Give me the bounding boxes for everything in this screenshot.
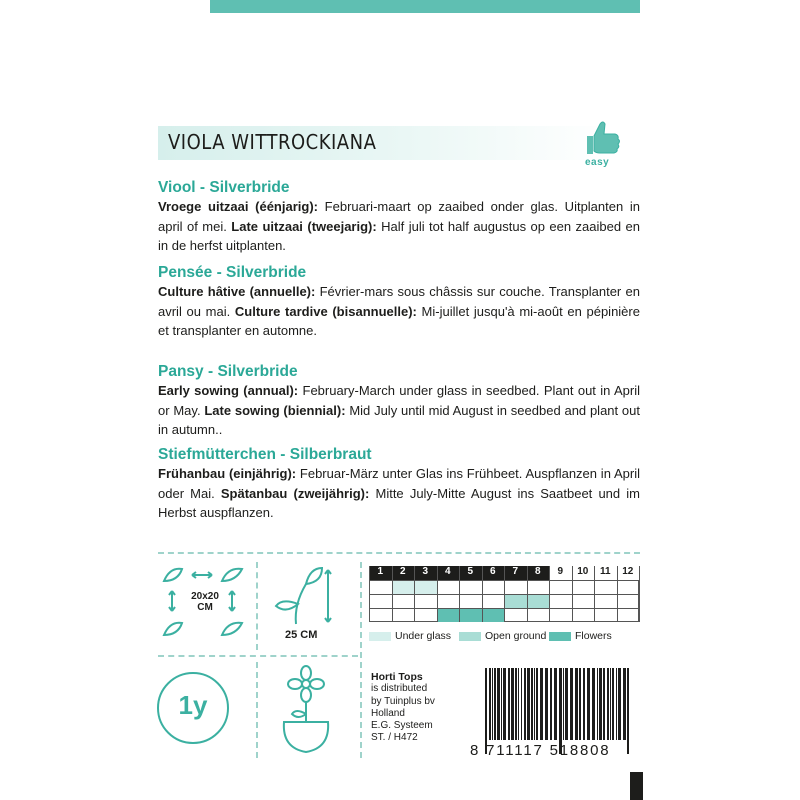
- sowing-description: Mi-juillet jusqu'à mi-août en pépinière et transplanter en automne.: [158, 303, 640, 339]
- section-text: [158, 464, 640, 523]
- height-label: 25 CM: [285, 629, 318, 641]
- calendar-cell-open-ground: [527, 594, 550, 608]
- barcode-bar: [550, 668, 552, 740]
- sowing-description: Februar-März unter Glas ins Frühbeet. Auspflanzen in April oder Mai.: [158, 466, 640, 501]
- legend-label: Open ground: [485, 630, 547, 642]
- calendar-month: 12: [617, 566, 640, 580]
- calendar-col-line: [369, 566, 370, 622]
- barcode-bar: [565, 668, 568, 740]
- barcode-bar: [511, 668, 514, 740]
- distributor-info: [371, 671, 471, 745]
- section-title: Stiefmütterchen - Silberbraut: [158, 446, 372, 463]
- barcode-bar: [623, 668, 626, 740]
- barcode-bar: [489, 668, 491, 740]
- calendar-cell-flowers: [482, 608, 505, 622]
- barcode-bar: [524, 668, 526, 740]
- barcode-bar: [554, 668, 557, 740]
- spacing-label: [185, 591, 225, 613]
- sowing-description: Februari-maart op zaaibed onder glas. Uitplanten in april of mei.: [158, 199, 641, 234]
- barcode-bar: [597, 668, 598, 740]
- calendar-month: 11: [594, 566, 617, 580]
- barcode-bar: [545, 668, 548, 740]
- divider-bottom: [256, 662, 258, 758]
- barcode-bar: [527, 668, 530, 740]
- calendar-cell-under-glass: [414, 580, 437, 594]
- calendar-cell-under-glass: [392, 580, 415, 594]
- legend-swatch: [549, 632, 571, 641]
- barcode-bar: [579, 668, 581, 740]
- section-text: [158, 197, 640, 256]
- calendar-cell-flowers: [459, 608, 482, 622]
- barcode-bar: [492, 668, 493, 740]
- thumbs-up-icon: [578, 118, 626, 160]
- calendar-col-line: [414, 566, 415, 622]
- divider-middle: [158, 655, 358, 657]
- section-title: Pensée - Silverbride: [158, 264, 307, 281]
- section-title: Pansy - Silverbride: [158, 363, 298, 380]
- barcode-bar: [583, 668, 585, 740]
- divider-top: [158, 552, 640, 554]
- calendar-month: 7: [504, 566, 527, 580]
- sowing-method-label: Early sowing (annual):: [158, 383, 299, 398]
- distributor-line: Holland: [371, 707, 405, 719]
- calendar-month: 2: [392, 566, 415, 580]
- section-text: [158, 381, 640, 440]
- distributor-line: is distributed: [371, 683, 428, 695]
- barcode-bar: [534, 668, 535, 740]
- legend-swatch: [459, 632, 481, 641]
- section-text: [158, 282, 640, 341]
- divider-icons: [256, 562, 258, 650]
- barcode-bar: [518, 668, 519, 740]
- calendar-col-line: [594, 566, 595, 622]
- language-section: [158, 445, 640, 523]
- barcode-bar: [599, 668, 602, 740]
- barcode-bar: [610, 668, 611, 740]
- calendar-month: 6: [482, 566, 505, 580]
- calendar-col-line: [437, 566, 438, 622]
- calendar-col-line: [392, 566, 393, 622]
- barcode-bar: [531, 668, 533, 740]
- calendar-month: 8: [527, 566, 550, 580]
- sowing-method-label: Vroege uitzaai (éénjarig):: [158, 199, 318, 214]
- barcode-bar: [570, 668, 573, 740]
- barcode-bar: [540, 668, 543, 740]
- barcode-bar: [494, 668, 496, 740]
- calendar-month: 1: [369, 566, 392, 580]
- barcode-bar: [536, 668, 538, 740]
- barcode-digits: 8 711117 518808: [470, 742, 611, 759]
- sowing-description: Mid July until mid August in seedbed and plant out in autumn..: [158, 402, 640, 438]
- species-title: VIOLA WITTROCKIANA: [168, 130, 377, 154]
- barcode-bar: [612, 668, 614, 740]
- barcode-bar: [618, 668, 621, 740]
- sowing-method-label: Culture hâtive (annuelle):: [158, 284, 316, 299]
- top-color-bar: [210, 0, 640, 13]
- calendar-cell-open-ground: [504, 594, 527, 608]
- sowing-description: Mitte July-Mitte August ins Saatbeet und im Herbst auspflanzen.: [158, 485, 641, 521]
- sowing-method-label: Spätanbau (zweijährig):: [220, 485, 370, 501]
- legend-label: Flowers: [575, 630, 612, 642]
- sowing-method-label: Late uitzaai (tweejarig):: [231, 218, 377, 234]
- barcode-bar: [503, 668, 506, 740]
- barcode-bar: [521, 668, 522, 740]
- calendar-col-line: [549, 566, 550, 622]
- barcode-bar: [587, 668, 590, 740]
- calendar-month: 4: [437, 566, 460, 580]
- sowing-method-label: Frühanbau (einjährig):: [158, 466, 297, 481]
- calendar-col-line: [572, 566, 573, 622]
- sowing-description: Février-mars sous châssis sur couche. Transplanter en avril ou mai.: [158, 284, 640, 319]
- barcode-bar: [575, 668, 578, 740]
- language-section: [158, 178, 640, 256]
- barcode-bar: [515, 668, 517, 740]
- barcode-bar: [603, 668, 605, 740]
- section-title: Viool - Silverbride: [158, 179, 290, 196]
- life-cycle-label: 1y: [178, 690, 208, 720]
- barcode-bar: [508, 668, 510, 740]
- language-section: [158, 362, 640, 440]
- sowing-method-label: Late sowing (biennial):: [204, 402, 346, 418]
- distributor-line: by Tuinplus bv: [371, 695, 435, 707]
- divider-calendar: [360, 562, 362, 758]
- barcode-bar: [627, 668, 629, 754]
- barcode-bar: [607, 668, 609, 740]
- distributor-line: E.G. Systeem: [371, 720, 433, 732]
- calendar-month: 9: [549, 566, 572, 580]
- barcode-bar: [616, 668, 617, 740]
- brand-name: Horti Tops: [371, 671, 423, 683]
- calendar-col-line: [639, 566, 640, 622]
- sowing-description: Half juli tot half augustus op een zaaibed en in de herfst uitplanten.: [158, 218, 640, 254]
- calendar-col-line: [482, 566, 483, 622]
- barcode-bar: [592, 668, 595, 740]
- easy-label: easy: [585, 157, 610, 168]
- calendar-month: 5: [459, 566, 482, 580]
- language-section: [158, 263, 640, 341]
- calendar-month: 10: [572, 566, 595, 580]
- legend-label: Under glass: [395, 630, 452, 642]
- barcode-bar: [563, 668, 564, 740]
- distributor-line: ST. / H472: [371, 732, 418, 744]
- barcode-bar: [501, 668, 502, 740]
- calendar-col-line: [527, 566, 528, 622]
- calendar-month: 3: [414, 566, 437, 580]
- calendar-col-line: [504, 566, 505, 622]
- calendar-cell-flowers: [437, 608, 460, 622]
- legend-swatch: [369, 632, 391, 641]
- spacing-unit: CM: [197, 602, 213, 613]
- calendar-col-line: [459, 566, 460, 622]
- bottom-black-mark: [630, 772, 643, 800]
- sowing-description: February-March under glass in seedbed. Plant out in April or May.: [158, 383, 641, 418]
- sowing-method-label: Culture tardive (bisannuelle):: [234, 303, 417, 319]
- spacing-value: 20x20: [191, 591, 219, 602]
- calendar-col-line: [617, 566, 618, 622]
- barcode-bar: [497, 668, 500, 740]
